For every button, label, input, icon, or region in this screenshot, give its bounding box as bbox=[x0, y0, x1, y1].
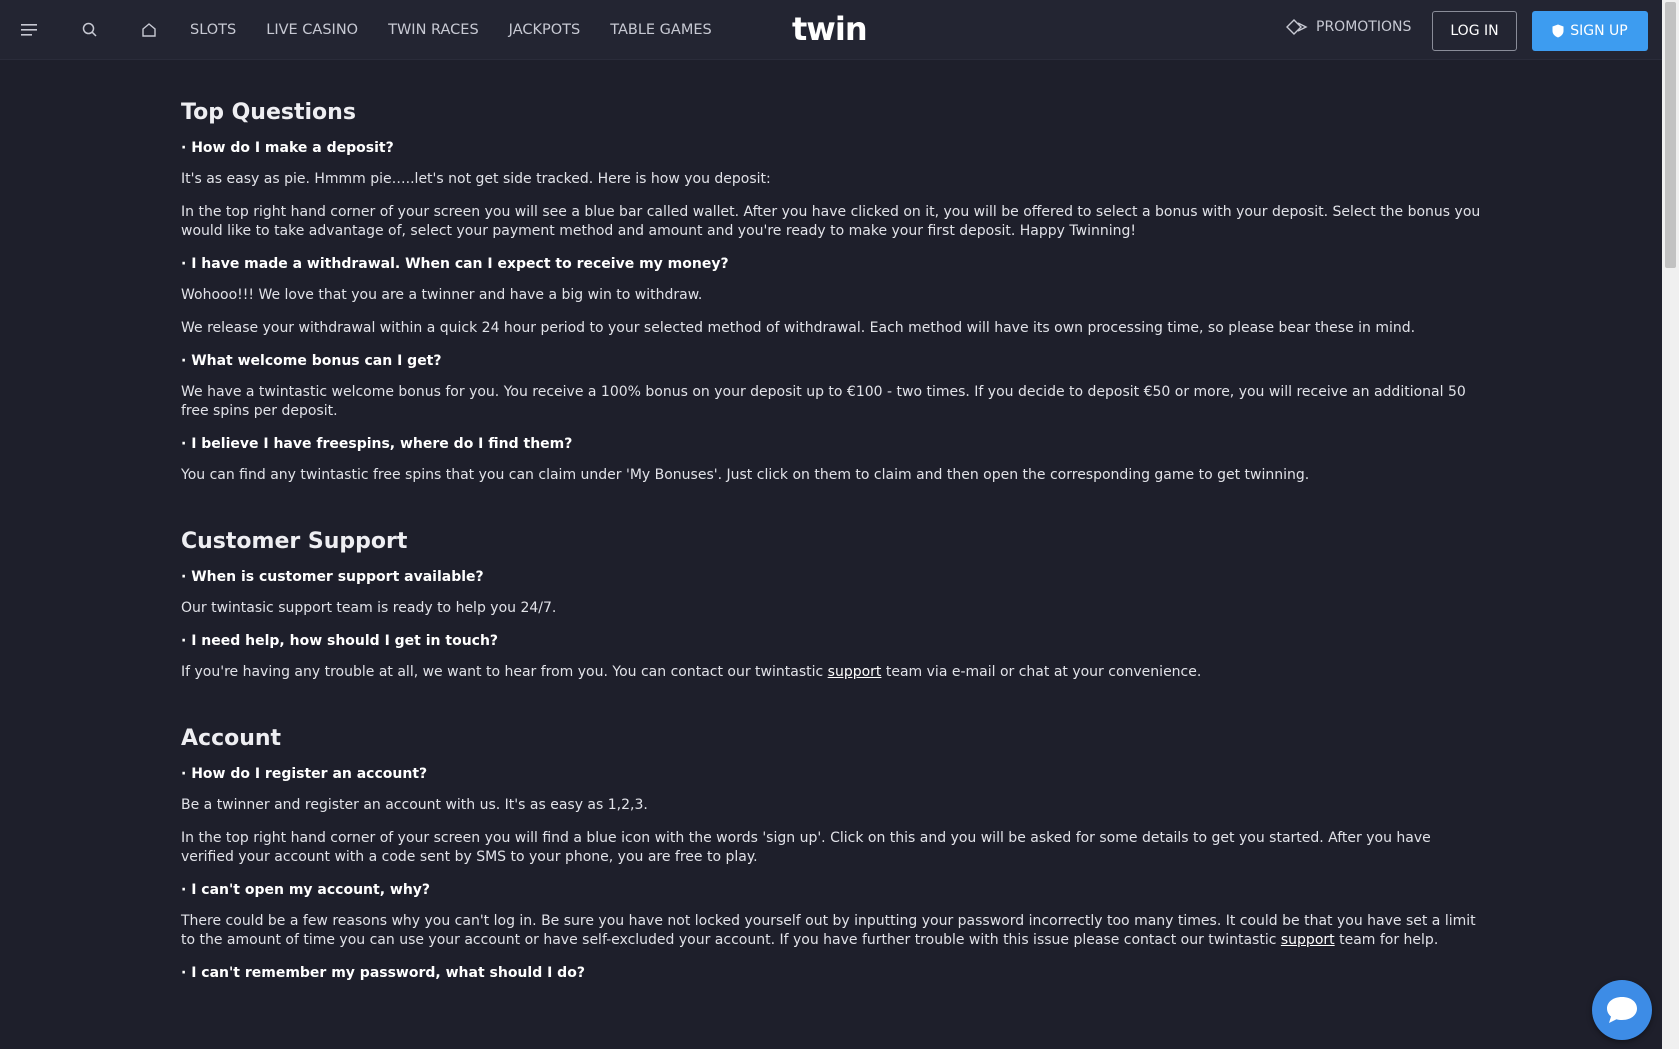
promotions-link[interactable] bbox=[1286, 19, 1411, 35]
home-icon[interactable] bbox=[137, 18, 161, 42]
faq-question: · How do I register an account? bbox=[181, 766, 428, 782]
nav-twin-races[interactable]: TWIN RACES bbox=[388, 22, 479, 38]
section-title: Top Questions bbox=[181, 100, 356, 125]
section-customer-support bbox=[181, 529, 1481, 682]
nav-slots[interactable]: SLOTS bbox=[190, 22, 237, 38]
faq-question: · I can't remember my password, what should I do? bbox=[181, 965, 585, 981]
section-title: Account bbox=[181, 726, 282, 751]
answer-text: If you're having any trouble at all, we want to hear from you. You can contact our twintastic bbox=[181, 664, 828, 680]
answer-text: team via e-mail or chat at your convenience. bbox=[881, 664, 1202, 680]
signup-label: SIGN UP bbox=[1570, 23, 1628, 39]
support-link[interactable]: support bbox=[827, 664, 882, 680]
promotions-label: PROMOTIONS bbox=[1316, 19, 1412, 35]
section-top-questions bbox=[181, 100, 1481, 485]
faq-question: · When is customer support available? bbox=[181, 569, 484, 585]
faq-question: · How do I make a deposit? bbox=[181, 140, 394, 156]
faq-answer: In the top right hand corner of your screen you will see a blue bar called wallet. After you have clicked on it, you will be offered to select a bonus with your deposit. Select the bonus you would like to take advantage of, select your payment method and amount and you're ready to make your first deposit. Happy Twinning! bbox=[181, 204, 1481, 239]
faq-answer bbox=[181, 663, 1481, 682]
faq-content bbox=[181, 100, 1481, 1027]
ticket-icon bbox=[1286, 19, 1308, 35]
answer-text: team for help. bbox=[1334, 932, 1439, 948]
login-button[interactable]: LOG IN bbox=[1432, 11, 1517, 51]
faq-question: · I need help, how should I get in touch? bbox=[181, 633, 499, 649]
nav-table-games[interactable]: TABLE GAMES bbox=[610, 22, 712, 38]
faq-answer: We have a twintastic welcome bonus for you. You receive a 100% bonus on your deposit up to €100 - two times. If you decide to deposit €50 or more, you will receive an additional 50 free spins per deposit. bbox=[181, 384, 1466, 419]
faq-answer: In the top right hand corner of your screen you will find a blue icon with the words 'sign up'. Click on this and you will be asked for some details to get you started. After you have verified your account with a code sent by SMS to your phone, you are free to play. bbox=[181, 830, 1431, 865]
section-account bbox=[181, 726, 1481, 983]
faq-question: · What welcome bonus can I get? bbox=[181, 353, 442, 369]
signup-button[interactable] bbox=[1532, 11, 1648, 51]
nav-live-casino[interactable]: LIVE CASINO bbox=[266, 22, 359, 38]
support-link[interactable]: support bbox=[1280, 932, 1335, 948]
faq-question: · I can't open my account, why? bbox=[181, 882, 431, 898]
faq-answer: Wohooo!!! We love that you are a twinner and have a big win to withdraw. bbox=[181, 287, 703, 303]
scrollbar-thumb[interactable] bbox=[1665, 2, 1676, 268]
faq-answer bbox=[181, 912, 1481, 950]
menu-icon[interactable] bbox=[18, 18, 42, 42]
section-title: Customer Support bbox=[181, 529, 408, 554]
answer-text: There could be a few reasons why you can't log in. Be sure you have not locked yourself out by inputting your password incorrectly too many times. It could be that you have set a limit to the amount of time you can use your account or have self-excluded your account. If you have further trouble with this issue please contact our twintastic bbox=[181, 913, 1476, 948]
page-scrollbar[interactable] bbox=[1662, 0, 1679, 1049]
search-icon[interactable] bbox=[78, 18, 102, 42]
top-header bbox=[0, 0, 1662, 60]
nav-jackpots[interactable]: JACKPOTS bbox=[508, 22, 581, 38]
faq-answer: We release your withdrawal within a quick 24 hour period to your selected method of withdrawal. Each method will have its own processing time, so please bear these in mind. bbox=[181, 320, 1416, 336]
faq-question: · I believe I have freespins, where do I find them? bbox=[181, 436, 573, 452]
twin-logo[interactable]: twin bbox=[792, 10, 867, 48]
faq-answer: You can find any twintastic free spins that you can claim under 'My Bonuses'. Just click on them to claim and then open the corresponding game to get twinning. bbox=[181, 467, 1310, 483]
shield-icon bbox=[1552, 24, 1564, 38]
main-nav bbox=[190, 0, 742, 60]
faq-question: · I have made a withdrawal. When can I expect to receive my money? bbox=[181, 256, 729, 272]
faq-answer: Be a twinner and register an account with us. It's as easy as 1,2,3. bbox=[181, 797, 648, 813]
faq-answer: Our twintasic support team is ready to help you 24/7. bbox=[181, 600, 557, 616]
chat-bubble-icon bbox=[1605, 995, 1639, 1025]
faq-answer: It's as easy as pie. Hmmm pie…..let's not get side tracked. Here is how you deposit: bbox=[181, 171, 771, 187]
chat-button[interactable] bbox=[1592, 980, 1652, 1040]
